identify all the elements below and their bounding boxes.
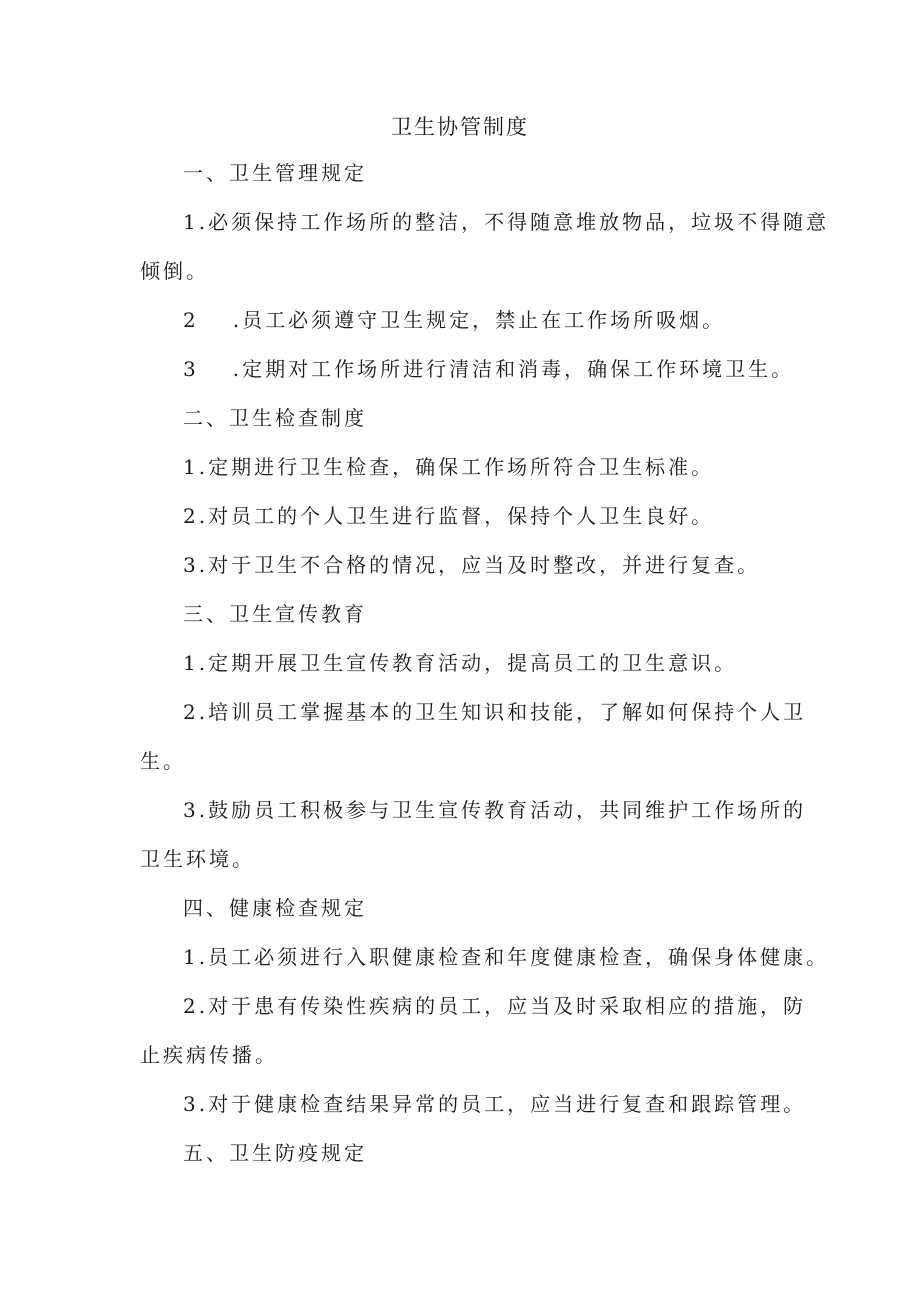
item-text: .定期对工作场所进行清洁和消毒，确保工作环境卫生。 (232, 357, 795, 381)
item-number: 2 (183, 994, 199, 1018)
section-heading: 五、卫生防疫规定 (183, 1141, 367, 1165)
list-item (183, 207, 829, 237)
item-text: .必须保持工作场所的整洁，不得随意堆放物品，垃圾不得随意 (198, 210, 830, 234)
item-text: .对员工的个人卫生进行监督，保持个人卫生良好。 (198, 504, 715, 528)
item-number: 1 (183, 210, 199, 234)
list-item (183, 697, 806, 727)
item-text: .对于患有传染性疾病的员工，应当及时采取相应的措施，防 (198, 994, 807, 1018)
list-item (183, 305, 725, 335)
item-continuation: 止疾病传播。 (140, 1043, 278, 1067)
list-item (183, 942, 829, 972)
list-item (183, 550, 760, 580)
section-heading: 三、卫生宣传教育 (183, 602, 367, 626)
document-title: 卫生协管制度 (391, 115, 529, 139)
item-number: 1 (183, 651, 199, 675)
item-text: .对于健康检查结果异常的员工，应当进行复查和跟踪管理。 (198, 1092, 807, 1116)
item-text: .定期开展卫生宣传教育活动，提高员工的卫生意识。 (198, 651, 738, 675)
item-text: .定期进行卫生检查，确保工作场所符合卫生标准。 (198, 455, 715, 479)
item-number: 1 (183, 945, 199, 969)
list-item (183, 354, 794, 384)
list-item (183, 795, 806, 825)
list-item (183, 991, 806, 1021)
section-heading: 一、卫生管理规定 (183, 161, 367, 185)
item-continuation: 卫生环境。 (140, 847, 255, 871)
item-number: 3 (183, 553, 199, 577)
item-continuation: 倾倒。 (140, 259, 209, 283)
item-number: 3 (183, 1092, 199, 1116)
item-number: 1 (183, 455, 199, 479)
item-number: 2 (183, 308, 199, 332)
item-text: .对于卫生不合格的情况，应当及时整改，并进行复查。 (198, 553, 761, 577)
list-item (183, 1089, 806, 1119)
item-number: 3 (183, 798, 199, 822)
item-text: .员工必须进行入职健康检查和年度健康检查，确保身体健康。 (198, 945, 830, 969)
section-heading: 四、健康检查规定 (183, 896, 367, 920)
item-text: .鼓励员工积极参与卫生宣传教育活动，共同维护工作场所的 (198, 798, 807, 822)
item-number: 2 (183, 700, 199, 724)
list-item (183, 501, 714, 531)
list-item (183, 648, 737, 678)
list-item (183, 452, 714, 482)
item-text: .培训员工掌握基本的卫生知识和技能，了解如何保持个人卫 (198, 700, 807, 724)
section-heading: 二、卫生检查制度 (183, 406, 367, 430)
item-continuation: 生。 (140, 749, 186, 773)
item-number: 3 (183, 357, 199, 381)
item-text: .员工必须遵守卫生规定，禁止在工作场所吸烟。 (232, 308, 726, 332)
item-number: 2 (183, 504, 199, 528)
